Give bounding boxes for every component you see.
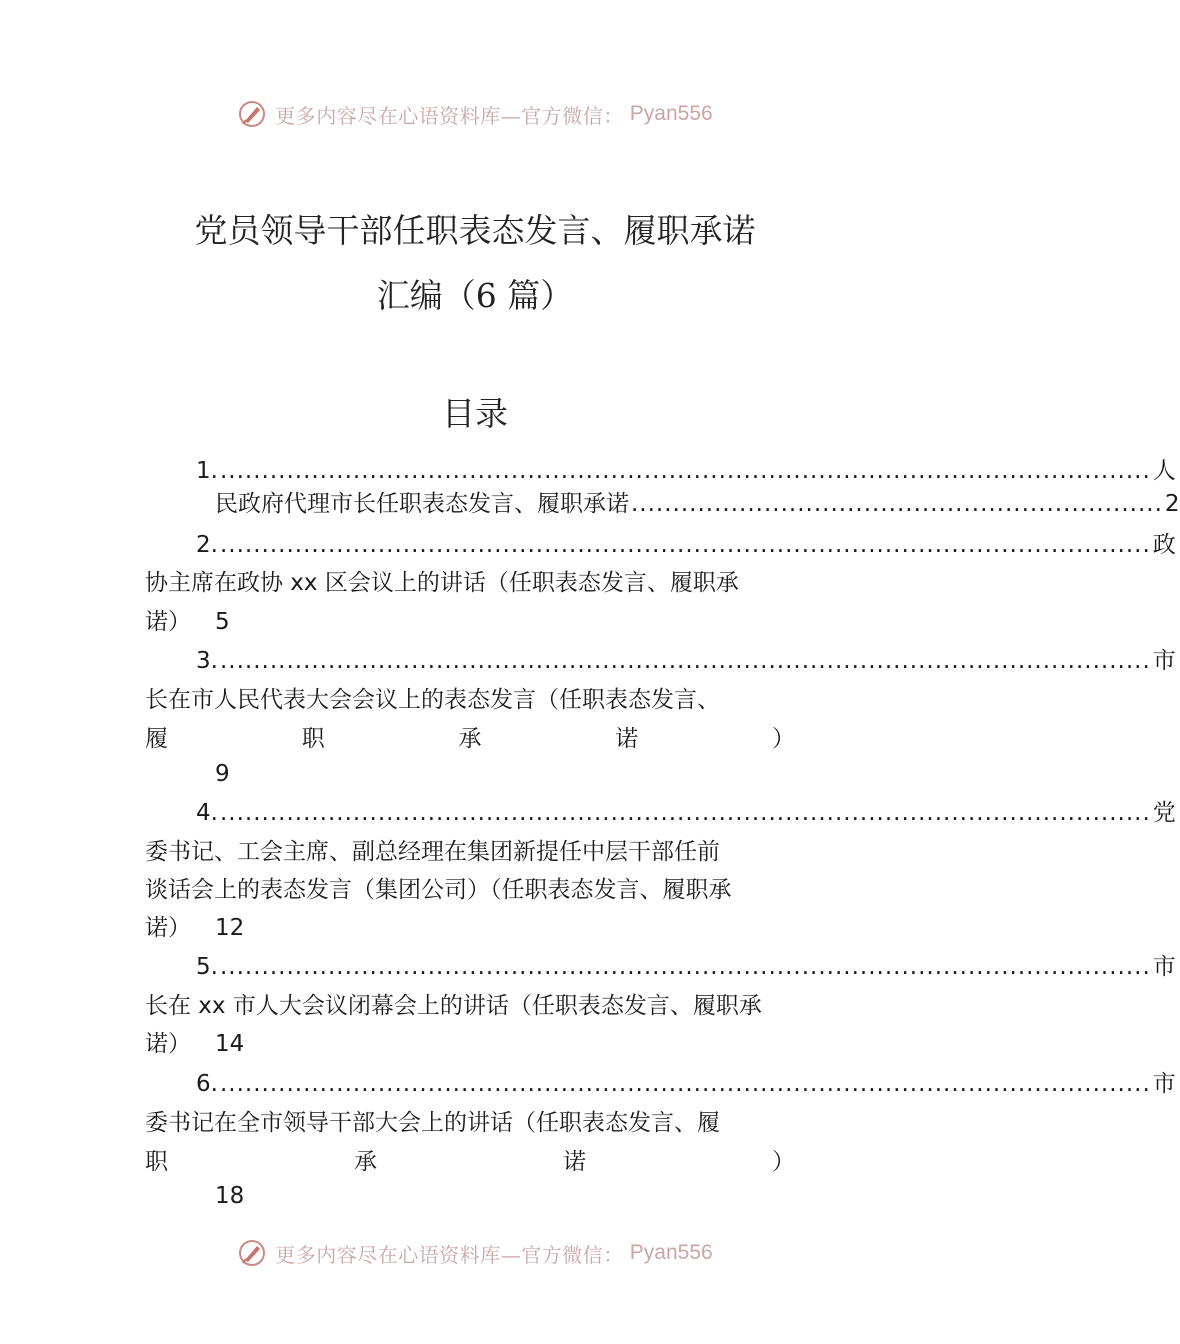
toc-entry-number: 5. [196, 954, 218, 980]
toc-leader-dots: ................................................................................................................ [219, 1071, 1151, 1097]
toc-leader-dots: ................................................................................................................ [219, 800, 1151, 826]
toc-entry-justified-line[interactable] [145, 728, 795, 751]
quill-logo-icon [237, 99, 267, 129]
toc-entry-page[interactable]: 9 [215, 761, 230, 787]
toc-entry-1-dotline[interactable] [196, 458, 1176, 484]
toc-entry-number: 4. [196, 800, 218, 826]
toc-entry-text[interactable]: 诺） [145, 1031, 191, 1057]
toc-entry-number: 1. [196, 458, 218, 484]
toc-entry-page[interactable]: 5 [215, 609, 230, 635]
toc-entry-char: 诺 [615, 726, 639, 752]
toc-entry-text[interactable]: 谈话会上的表态发言（集团公司）（任职表态发言、履职承 [145, 877, 732, 903]
toc-entry-text[interactable]: 委书记在全市领导干部大会上的讲话（任职表态发言、履 [145, 1110, 720, 1136]
toc-entry-justified-line[interactable] [145, 1151, 795, 1174]
toc-entry-text[interactable]: 长在 xx 市人大会议闭幕会上的讲话（任职表态发言、履职承 [145, 993, 762, 1019]
toc-entry-text[interactable]: 委书记、工会主席、副总经理在集团新提任中层干部任前 [145, 839, 720, 865]
toc-leader-dots: ................................................................................................................ [219, 532, 1151, 558]
toc-entry-char: ） [772, 726, 795, 752]
toc-leader-dots: ................................................................................................................ [219, 648, 1151, 674]
watermark-top [0, 94, 950, 134]
quill-logo-icon [237, 1238, 267, 1268]
toc-entry-page[interactable]: 18 [215, 1183, 245, 1209]
watermark-wechat-id: Pyan556 [629, 1241, 713, 1264]
toc-entry-char: 履 [145, 726, 168, 752]
toc-entry-first-char: 市 [1152, 648, 1176, 674]
toc-entry-first-char: 政 [1152, 532, 1176, 558]
toc-entry-6-dotline[interactable] [196, 1071, 1176, 1097]
toc-entry-text[interactable]: 诺） [145, 915, 191, 941]
document-title-line2: 汇编（6 篇） [376, 276, 574, 315]
toc-entry-char: 职 [301, 726, 325, 752]
toc-leader-dots: ................................................................ [631, 491, 1163, 517]
toc-entry-char: 职 [145, 1149, 168, 1175]
toc-entry-char: ） [772, 1149, 795, 1175]
toc-entry-text: 民政府代理市长任职表态发言、履职承诺 [215, 491, 629, 517]
toc-entry-text[interactable]: 诺） [145, 609, 191, 635]
toc-entry-first-char: 人 [1152, 458, 1176, 484]
toc-entry-text[interactable]: 长在市人民代表大会会议上的表态发言（任职表态发言、 [145, 687, 720, 713]
toc-entry-text[interactable]: 协主席在政协 xx 区会议上的讲话（任职表态发言、履职承 [145, 570, 739, 596]
toc-entry-char: 诺 [563, 1149, 586, 1175]
toc-entry-number: 2. [196, 532, 218, 558]
watermark-text: 更多内容尽在心语资料库—官方微信： [275, 1242, 624, 1267]
toc-entry-first-char: 党 [1152, 800, 1176, 826]
toc-entry-3-dotline[interactable] [196, 648, 1176, 674]
toc-leader-dots: ................................................................................................................ [219, 954, 1151, 980]
toc-entry-first-char: 市 [1152, 1071, 1176, 1097]
toc-entry-2-dotline[interactable] [196, 532, 1176, 558]
toc-leader-dots: ................................................................................................................ [219, 458, 1151, 484]
toc-entry-page[interactable]: 14 [215, 1031, 245, 1057]
toc-heading: 目录 [442, 394, 508, 433]
toc-entry-number: 6. [196, 1071, 218, 1097]
watermark-wechat-id: Pyan556 [629, 102, 713, 125]
toc-entry-number: 3. [196, 648, 218, 674]
toc-entry-page[interactable]: 12 [215, 915, 245, 941]
toc-entry-char: 承 [458, 726, 482, 752]
document-title-line1: 党员领导干部任职表态发言、履职承诺 [194, 211, 756, 250]
toc-entry-4-dotline[interactable] [196, 800, 1176, 826]
toc-entry-5-dotline[interactable] [196, 954, 1176, 980]
toc-entry-first-char: 市 [1152, 954, 1176, 980]
toc-entry-char: 承 [354, 1149, 377, 1175]
watermark-bottom [0, 1233, 950, 1273]
toc-entry-1-line2[interactable] [215, 491, 1180, 517]
watermark-text: 更多内容尽在心语资料库—官方微信： [275, 103, 624, 128]
toc-entry-page: 2 [1164, 491, 1180, 517]
